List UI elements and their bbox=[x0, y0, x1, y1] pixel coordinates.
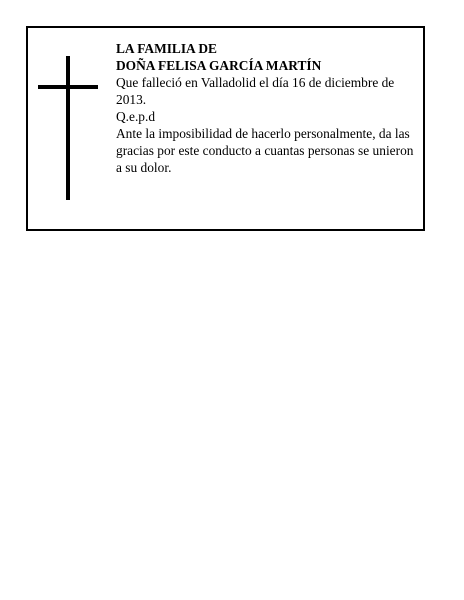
heading-family: LA FAMILIA DE bbox=[116, 41, 217, 56]
rip-text: Q.e.p.d bbox=[116, 109, 156, 124]
heading-deceased-name: DOÑA FELISA GARCÍA MARTÍN bbox=[116, 58, 322, 73]
cross-horizontal-bar bbox=[38, 85, 98, 89]
gratitude-text: Ante la imposibilidad de hacerlo personalmente, da las gracias por este conducto a cuantas personas se unieron a su dolor. bbox=[116, 126, 414, 175]
notice-text bbox=[116, 40, 416, 176]
cross-vertical-bar bbox=[66, 56, 70, 200]
obituary-notice bbox=[26, 26, 425, 231]
death-info: Que falleció en Valladolid el día 16 de diciembre de 2013. bbox=[116, 75, 395, 107]
